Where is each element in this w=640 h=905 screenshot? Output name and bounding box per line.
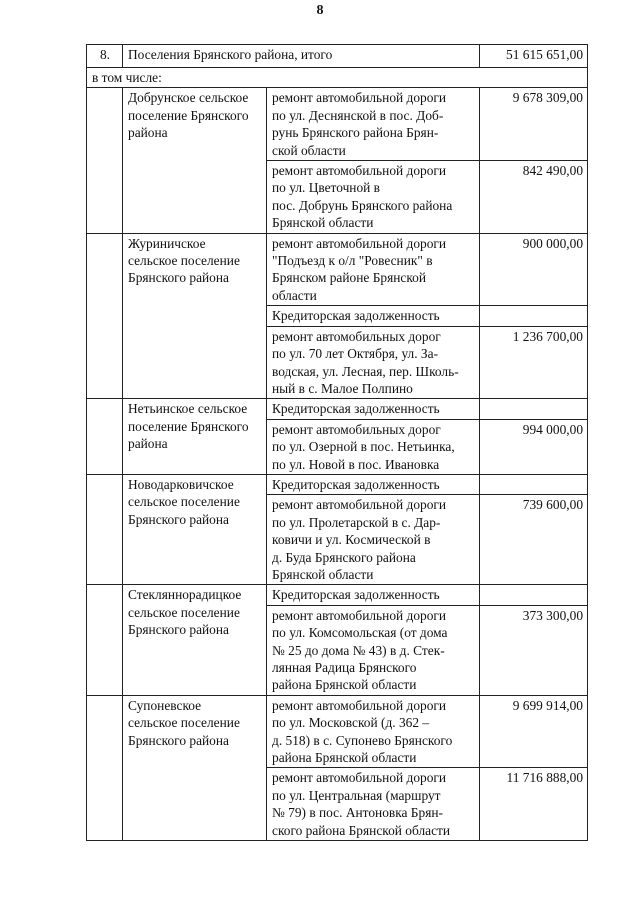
settlement-name-text: Стекляннорадицкое сельское поселение Брянского района [128, 587, 242, 638]
work-description-text: Кредиторская задолженность [272, 587, 440, 603]
table-row [87, 88, 588, 161]
work-description [267, 306, 480, 326]
work-description-text: ремонт автомобильной дороги по ул. Цветочной в пос. Добрунь Брянского района Брянской области [272, 163, 453, 231]
work-description [267, 326, 480, 399]
settlement-name [123, 233, 267, 399]
work-description [267, 695, 480, 768]
table-row [87, 695, 588, 768]
work-description-text: Кредиторская задолженность [272, 308, 440, 324]
work-description [267, 585, 480, 605]
empty-number-cell [87, 399, 123, 475]
work-description [267, 419, 480, 474]
empty-number-cell [87, 585, 123, 695]
work-amount: 373 300,00 [480, 605, 588, 695]
work-description [267, 233, 480, 306]
table-row [87, 474, 588, 494]
row-number: 8. [87, 45, 123, 68]
work-description [267, 495, 480, 585]
empty-number-cell [87, 695, 123, 840]
work-amount [480, 399, 588, 419]
work-description-text: Кредиторская задолженность [272, 476, 440, 492]
work-amount [480, 474, 588, 494]
settlement-name [123, 88, 267, 233]
work-description-text: ремонт автомобильной дороги по ул. Комсомольская (от дома № 25 до дома № 43) в д. Стек- лянная Радица Брянского района Брянской области [272, 607, 448, 693]
work-amount: 9 699 914,00 [480, 695, 588, 768]
settlement-name [123, 474, 267, 584]
settlement-name-text: Супоневское сельское поселение Брянского района [128, 697, 240, 748]
settlement-name-text: Журиничское сельское поселение Брянского района [128, 235, 240, 286]
work-description [267, 768, 480, 841]
table-row [87, 399, 588, 419]
empty-number-cell [87, 88, 123, 233]
funding-table [86, 44, 588, 841]
empty-number-cell [87, 474, 123, 584]
settlement-name-text: Нетьинское сельское поселение Брянского района [128, 401, 249, 452]
settlement-name [123, 399, 267, 475]
work-amount: 739 600,00 [480, 495, 588, 585]
work-amount: 9 678 309,00 [480, 88, 588, 161]
work-amount [480, 306, 588, 326]
work-description [267, 474, 480, 494]
work-amount: 1 236 700,00 [480, 326, 588, 399]
work-amount: 994 000,00 [480, 419, 588, 474]
work-amount: 11 716 888,00 [480, 768, 588, 841]
work-description [267, 88, 480, 161]
summary-total: 51 615 651,00 [480, 45, 588, 68]
work-description [267, 605, 480, 695]
table-row [87, 233, 588, 306]
work-description-text: ремонт автомобильной дороги по ул. Пролетарской в с. Дар- ковичи и ул. Космической в д. Буда Брянского района Брянской области [272, 497, 447, 582]
work-amount: 900 000,00 [480, 233, 588, 306]
work-description-text: ремонт автомобильной дороги по ул. Центральная (маршрут № 79) в пос. Антоновка Брян- ского района Брянской области [272, 770, 451, 838]
work-description [267, 399, 480, 419]
including-label: в том числе: [87, 68, 588, 88]
settlement-name-text: Добрунское сельское поселение Брянского района [128, 90, 249, 141]
work-amount: 842 490,00 [480, 161, 588, 234]
work-description-text: ремонт автомобильных дорог по ул. 70 лет Октября, ул. За- водская, ул. Лесная, пер. Школь- ный в с. Малое Полпино [272, 328, 459, 396]
settlement-name-text: Новодарковичское сельское поселение Брянского района [128, 476, 240, 527]
summary-title: Поселения Брянского района, итого [123, 45, 480, 68]
summary-row [87, 45, 588, 68]
empty-number-cell [87, 233, 123, 399]
work-description [267, 161, 480, 234]
work-description-text: ремонт автомобильных дорог по ул. Озерной в пос. Нетьинка, по ул. Новой в пос. Ивановка [272, 421, 455, 472]
page-number: 8 [316, 3, 324, 18]
work-description-text: Кредиторская задолженность [272, 401, 440, 417]
including-row [87, 68, 588, 88]
work-description-text: ремонт автомобильной дороги по ул. Московской (д. 362 – д. 518) в с. Супонево Брянского района Брянской области [272, 697, 453, 766]
table-row [87, 585, 588, 605]
work-description-text: ремонт автомобильной дороги "Подъезд к о/л "Ровесник" в Брянском районе Брянской области [272, 235, 447, 303]
work-description-text: ремонт автомобильной дороги по ул. Деснянской в пос. Доб- рунь Брянского района Брян- ской области [272, 90, 447, 158]
settlement-name [123, 585, 267, 695]
settlement-name [123, 695, 267, 840]
work-amount [480, 585, 588, 605]
